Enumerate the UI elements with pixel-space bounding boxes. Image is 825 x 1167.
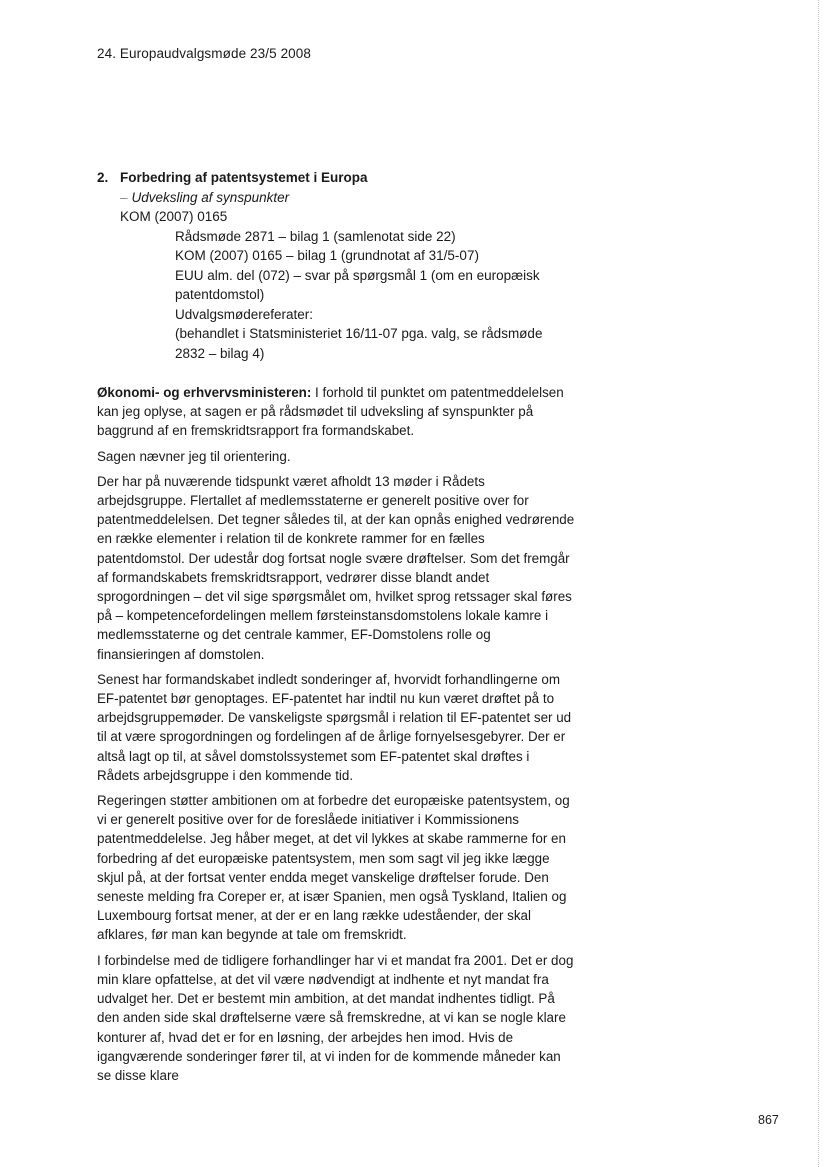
agenda-number: 2. (97, 170, 109, 185)
running-header: 24. Europaudvalgsmøde 23/5 2008 (97, 46, 311, 61)
document-list (175, 227, 577, 364)
body-paragraph: I forbindelse med de tidligere forhandlinger har vi et mandat fra 2001. Det er dog min klare opfattelse, at det vil være nødvendigt at indhente et nyt mandat fra udvalget her. Det er bestemt min ambition, at det mandat indhentes tidligt. På den anden side skal drøftelserne være så fremskredne, at vi kan se nogle klare konturer af, hvad det er for en løsning, der arbejdes hen imod. Hvis de igangværende sonderinger fører til, at vi inden for de kommende måneder kan se disse klare (97, 952, 574, 1083)
agenda-item (97, 168, 577, 363)
document-item: KOM (2007) 0165 – bilag 1 (grundnotat af 31/5-07) (175, 248, 479, 263)
body-paragraph: Der har på nuværende tidspunkt været afholdt 13 møder i Rådets arbejdsgruppe. Flertallet af medlemsstaterne er generelt positive over for patentmeddelelsen. Det tegner således til, at der kan opnås enighed vedrørende en række elementer i relation til de konkrete rammer for en fælles patentdomstol. Der udestår dog fortsat nogle svære drøftelser. Som det fremgår af formandskabets fremskridtsrapport, vedrører disse blandt andet sprogordningen – det vil sige spørgsmålet om, hvilket sprog retssager skal føres på – kompetencefordelingen mellem førsteinstansdomstolens lokale kamre i medlemsstaterne og det centrale kammer, EF-Domstolens rolle og finansieringen af domstolen. (97, 473, 575, 662)
body-paragraph: Senest har formandskabet indledt sonderinger af, hvorvidt forhandlingerne om EF-patentet bør genoptages. EF-patentet har indtil nu kun været drøftet på to arbejdsgruppemøder. De vanskeligste spørgsmål i relation til EF-patentet ser ud til at være sprogordningen og fordelingen af de årlige fornyelsesgebyrer. Der er altså lagt op til, at såvel domstolssystemet som EF-patentet skal drøftes i Rådets arbejdsgruppe i den kommende tid. (97, 671, 572, 783)
page-number: 867 (758, 1113, 779, 1127)
paragraph-text: I forhold til punktet om patentmeddelelsen kan jeg oplyse, at sagen er på rådsmødet til udveksling af synspunkter på baggrund af en fremskridtsrapport fra formandskabet. (97, 385, 564, 439)
document-item: EUU alm. del (072) – svar på spørgsmål 1 (om en europæisk patentdomstol) (175, 267, 540, 302)
page-edge-line (817, 0, 819, 1167)
document-item: Udvalgsmødereferater: (175, 306, 314, 322)
body-paragraph (97, 383, 575, 441)
body-paragraph: Regeringen støtter ambitionen om at forbedre det europæiske patentsystem, og vi er generelt positive over for de foreslåede initiativer i Kommissionens patentmeddelelse. Jeg håber meget, at det vil lykkes at skabe rammerne for en forbedring af det europæiske patentsystem, men som sagt vil jeg ikke lægge skjul på, at der fortsat venter endda meget vanskelige drøftelser forude. Den seneste melding fra Coreper er, at især Spanien, men også Tyskland, Italien og Luxembourg fortsat mener, at der er en lang række udeståender, der skal afklares, før man kan begynde at tale om fremskridt. (97, 793, 570, 943)
speaker-name: Økonomi- og erhvervsministeren: (97, 385, 312, 400)
document-item: (behandlet i Statsministeriet 16/11-07 pga. valg, se rådsmøde 2832 – bilag 4) (175, 326, 543, 361)
body-paragraph: Sagen nævner jeg til orientering. (97, 448, 291, 464)
document-item: Rådsmøde 2871 – bilag 1 (samlenotat side 22) (175, 228, 456, 244)
minutes-body (97, 383, 575, 1091)
agenda-title-row (97, 168, 577, 188)
agenda-title: Forbedring af patentsystemet i Europa (120, 170, 368, 185)
agenda-subtitle: Udveksling af synspunkter (131, 189, 290, 205)
agenda-subtitle-row (120, 188, 577, 208)
subtitle-dash: – (120, 189, 128, 205)
agenda-reference: KOM (2007) 0165 (120, 209, 228, 224)
